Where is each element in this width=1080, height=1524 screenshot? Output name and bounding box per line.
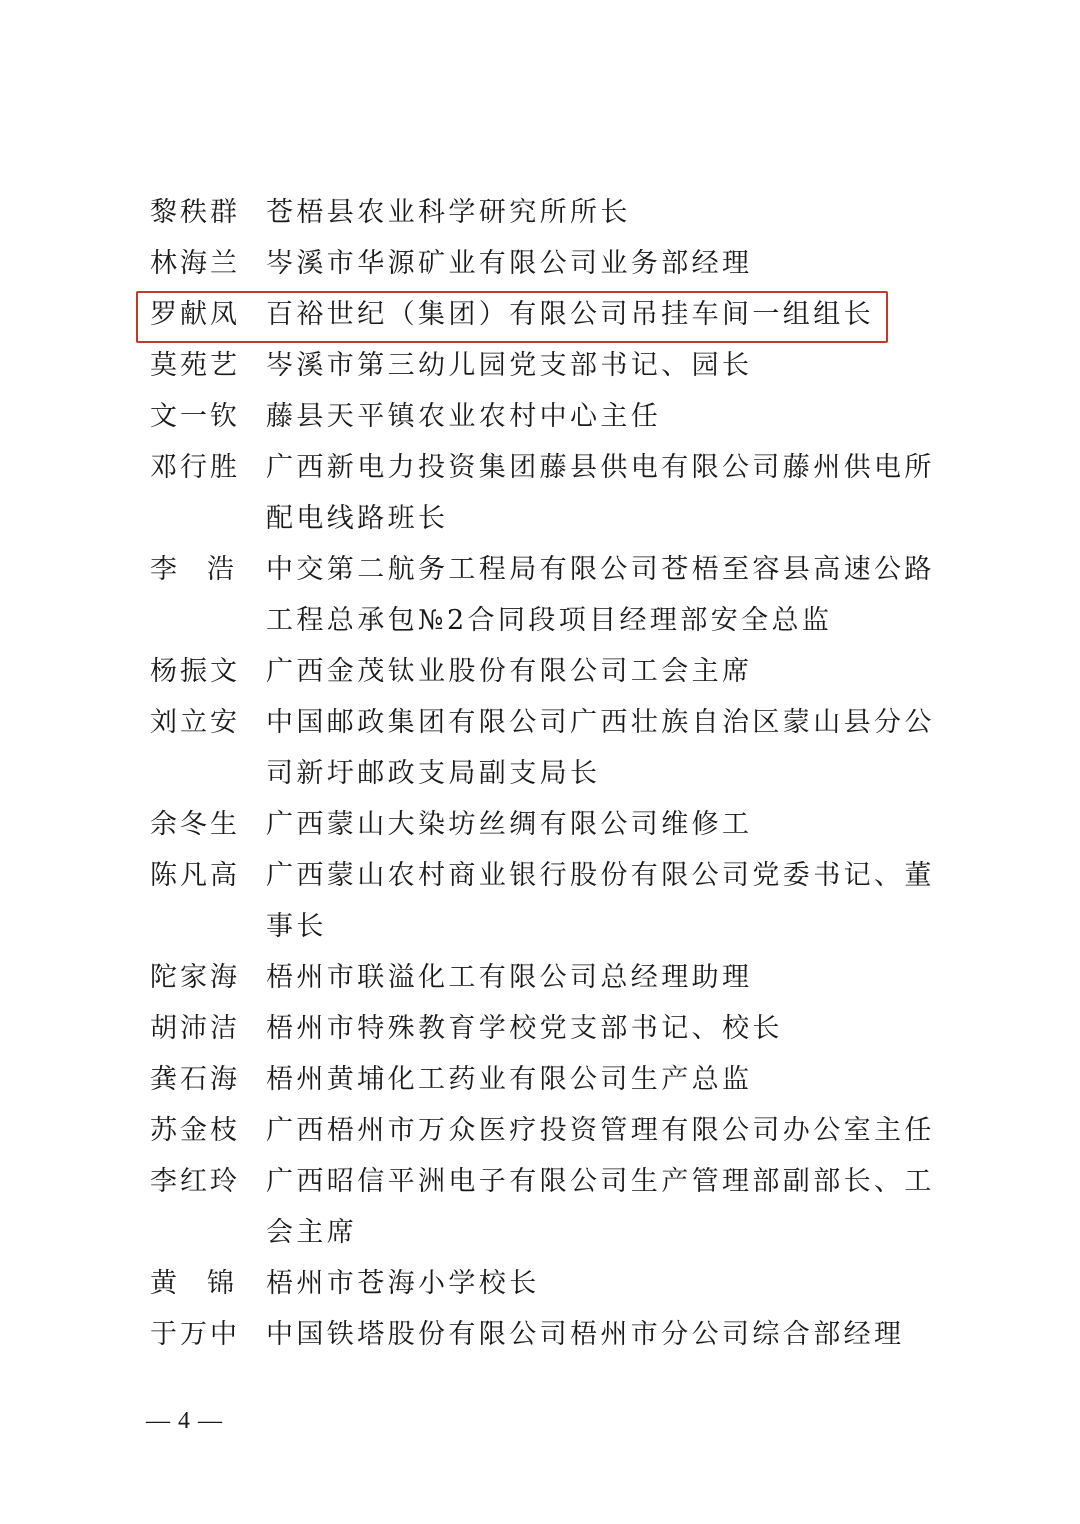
honoree-entry bbox=[150, 697, 950, 799]
honoree-entry-highlighted bbox=[150, 289, 950, 340]
honoree-name-char: 李 bbox=[150, 554, 177, 585]
honoree-title: 中国邮政集团有限公司广西壮族自治区蒙山县分公司新圩邮政支局副支局长 bbox=[266, 707, 935, 789]
honoree-name: 胡沛洁 bbox=[150, 1013, 240, 1044]
honoree-title: 广西蒙山大染坊丝绸有限公司维修工 bbox=[266, 809, 753, 840]
honoree-entry bbox=[150, 340, 950, 391]
honoree-entry bbox=[150, 850, 950, 952]
honoree-name bbox=[150, 544, 234, 646]
honoree-title: 岑溪市第三幼儿园党支部书记、园长 bbox=[266, 350, 753, 381]
honoree-name: 杨振文 bbox=[150, 656, 240, 687]
honoree-name-char: 浩 bbox=[207, 554, 234, 585]
honoree-title: 苍梧县农业科学研究所所长 bbox=[266, 197, 631, 228]
honoree-name: 林海兰 bbox=[150, 248, 240, 279]
honoree-entry bbox=[150, 1105, 950, 1156]
honoree-name: 龚石海 bbox=[150, 1064, 240, 1095]
honoree-name: 罗献凤 bbox=[150, 299, 240, 330]
honoree-name: 邓行胜 bbox=[150, 452, 240, 483]
honoree-name bbox=[150, 1258, 234, 1309]
honoree-name: 李红玲 bbox=[150, 1166, 240, 1197]
honoree-entry bbox=[150, 391, 950, 442]
honoree-title: 广西梧州市万众医疗投资管理有限公司办公室主任 bbox=[266, 1115, 935, 1146]
honoree-entry bbox=[150, 1156, 950, 1258]
honoree-title: 岑溪市华源矿业有限公司业务部经理 bbox=[266, 248, 753, 279]
honoree-list bbox=[150, 187, 950, 1360]
honoree-name: 陀家海 bbox=[150, 962, 240, 993]
honoree-title: 广西金茂钛业股份有限公司工会主席 bbox=[266, 656, 753, 687]
honoree-title: 广西蒙山农村商业银行股份有限公司党委书记、董事长 bbox=[266, 860, 935, 942]
honoree-name: 苏金枝 bbox=[150, 1115, 240, 1146]
honoree-entry bbox=[150, 187, 950, 238]
honoree-entry bbox=[150, 238, 950, 289]
honoree-title: 藤县天平镇农业农村中心主任 bbox=[266, 401, 662, 432]
honoree-entry bbox=[150, 952, 950, 1003]
honoree-entry bbox=[150, 1309, 950, 1360]
page-number: — 4 — bbox=[146, 1408, 223, 1434]
honoree-title: 广西昭信平洲电子有限公司生产管理部副部长、工会主席 bbox=[266, 1166, 935, 1248]
honoree-name: 文一钦 bbox=[150, 401, 240, 432]
honoree-title: 中国铁塔股份有限公司梧州市分公司综合部经理 bbox=[266, 1319, 905, 1350]
honoree-title: 广西新电力投资集团藤县供电有限公司藤州供电所配电线路班长 bbox=[266, 452, 935, 534]
honoree-title: 中交第二航务工程局有限公司苍梧至容县高速公路工程总承包№2合同段项目经理部安全总监 bbox=[266, 554, 935, 636]
honoree-entry bbox=[150, 799, 950, 850]
honoree-title: 梧州市特殊教育学校党支部书记、校长 bbox=[266, 1013, 783, 1044]
honoree-name-char: 锦 bbox=[207, 1268, 234, 1299]
honoree-name: 余冬生 bbox=[150, 809, 240, 840]
honoree-entry bbox=[150, 646, 950, 697]
honoree-entry bbox=[150, 1054, 950, 1105]
honoree-title: 梧州市联溢化工有限公司总经理助理 bbox=[266, 962, 753, 993]
honoree-name: 于万中 bbox=[150, 1319, 240, 1350]
honoree-name: 黎秩群 bbox=[150, 197, 240, 228]
honoree-name: 刘立安 bbox=[150, 707, 240, 738]
honoree-entry bbox=[150, 544, 950, 646]
honoree-name: 陈凡高 bbox=[150, 860, 240, 891]
honoree-entry bbox=[150, 1003, 950, 1054]
honoree-name-char: 黄 bbox=[150, 1268, 177, 1299]
honoree-title: 梧州黄埔化工药业有限公司生产总监 bbox=[266, 1064, 753, 1095]
honoree-entry bbox=[150, 442, 950, 544]
honoree-title: 梧州市苍海小学校长 bbox=[266, 1268, 540, 1299]
honoree-name: 莫苑艺 bbox=[150, 350, 240, 381]
honoree-entry bbox=[150, 1258, 950, 1309]
honoree-title: 百裕世纪（集团）有限公司吊挂车间一组组长 bbox=[266, 299, 874, 330]
